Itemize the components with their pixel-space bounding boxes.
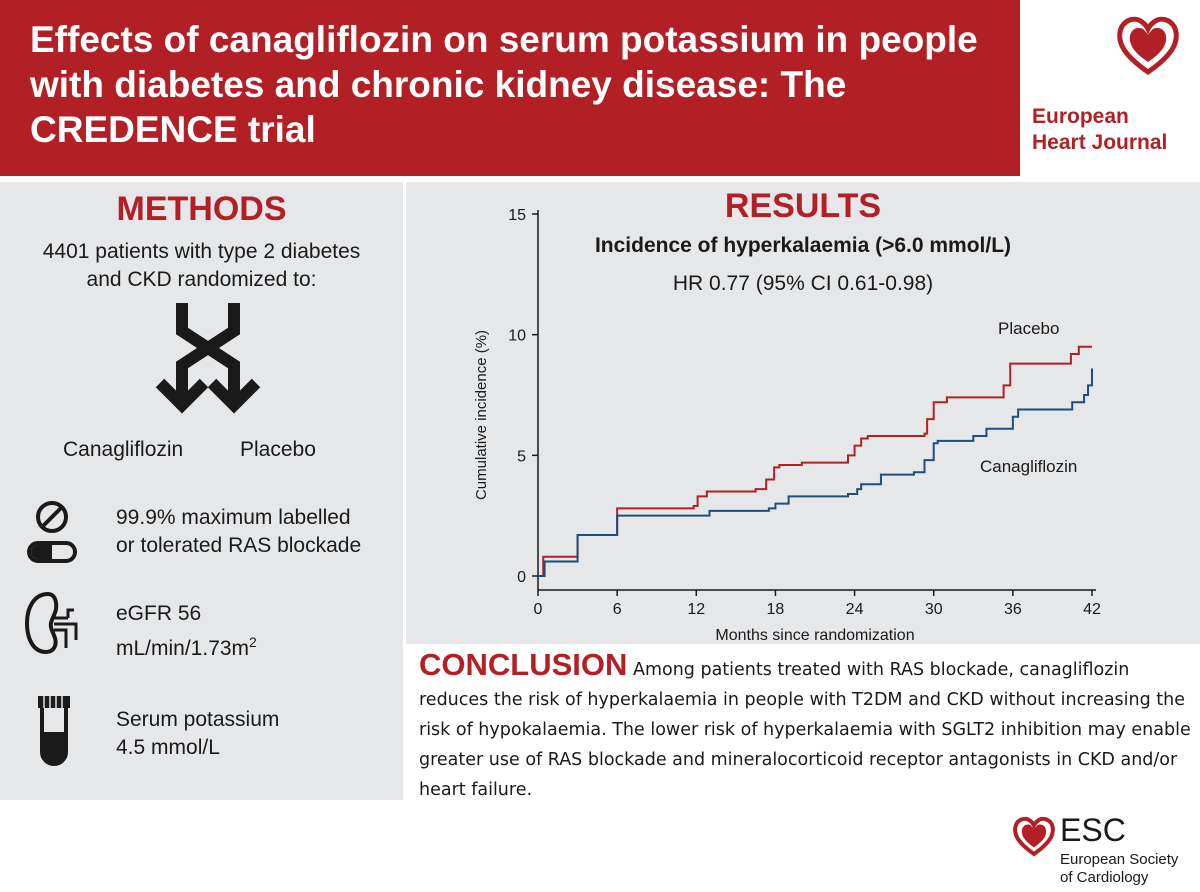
arm-canagliflozin: Canagliflozin xyxy=(63,438,184,461)
methods-intro-line2: and CKD randomized to: xyxy=(86,268,317,291)
esc-name-line1: European Society xyxy=(1060,851,1179,868)
x-tick-label: 42 xyxy=(1083,601,1101,618)
egfr-unit: mL/min/1.73m xyxy=(116,637,250,660)
y-tick-label: 10 xyxy=(508,327,526,345)
chart-title: Incidence of hyperkalaemia (>6.0 mmol/L) xyxy=(594,234,1012,257)
esc-abbreviation: ESC xyxy=(1060,812,1126,848)
x-tick-label: 36 xyxy=(1003,601,1022,618)
egfr-line1: eGFR 56 xyxy=(116,602,202,625)
x-tick-label: 6 xyxy=(612,601,622,618)
potassium-line2: 4.5 mmol/L xyxy=(116,736,220,759)
egfr-unit-sup: 2 xyxy=(249,634,257,650)
methods-intro-line1: 4401 patients with type 2 diabetes xyxy=(42,240,361,263)
heart-logo-icon xyxy=(1115,14,1181,76)
ras-line2: or tolerated RAS blockade xyxy=(116,534,362,557)
arm-placebo: Placebo xyxy=(240,438,316,461)
journal-name xyxy=(1032,104,1192,156)
x-axis-label: Months since randomization xyxy=(715,627,915,644)
y-tick-label: 0 xyxy=(517,569,526,586)
conclusion-heading: CONCLUSION xyxy=(419,647,628,682)
x-tick-label: 24 xyxy=(845,601,864,618)
header-banner xyxy=(0,0,1020,176)
ras-line1: 99.9% maximum labelled xyxy=(116,506,351,529)
series-label-placebo: Placebo xyxy=(998,319,1060,338)
esc-name-line2: of Cardiology xyxy=(1060,869,1149,886)
y-tick-label: 15 xyxy=(508,207,526,224)
conclusion-panel xyxy=(409,647,1200,802)
x-tick-label: 0 xyxy=(533,601,543,618)
results-heading: RESULTS xyxy=(724,187,882,225)
potassium-text xyxy=(116,706,279,762)
ras-blockade-text xyxy=(116,504,361,560)
pill-icon xyxy=(24,500,80,564)
journal-name-line1: European xyxy=(1032,105,1129,128)
kidney-icon xyxy=(24,590,84,656)
x-tick-label: 12 xyxy=(687,601,706,618)
methods-heading: METHODS xyxy=(116,190,287,228)
methods-intro xyxy=(0,238,403,294)
x-tick-label: 30 xyxy=(924,601,943,618)
potassium-line1: Serum potassium xyxy=(116,708,280,731)
y-axis-label: Cumulative incidence (%) xyxy=(473,329,490,501)
conclusion-body: Among patients treated with RAS blockade, canagliflozin reduces the risk of hyperkalaemia in people with T2DM and CKD without increasing the risk of hypokalaemia. The lower risk of hyperkalaemia with SGLT2 inhibition may enable greater use of RAS blockade and mineralocorticoid receptor antagonists in CKD and/or heart failure. xyxy=(419,660,1191,800)
page-title: Effects of canagliflozin on serum potassium in people with diabetes and chronic kidney disease: The CREDENCE trial xyxy=(30,19,978,150)
esc-full-name xyxy=(1060,851,1178,887)
randomization-arrows-icon xyxy=(152,303,264,417)
methods-panel xyxy=(0,182,403,800)
test-tube-icon xyxy=(34,694,74,766)
hazard-ratio-text: HR 0.77 (95% CI 0.61-0.98) xyxy=(672,272,934,295)
x-tick-label: 18 xyxy=(766,601,785,618)
conclusion-text xyxy=(419,647,1199,805)
journal-name-line2: Heart Journal xyxy=(1032,131,1168,154)
esc-heart-logo-icon xyxy=(1012,815,1056,857)
egfr-line2 xyxy=(116,628,257,663)
y-tick-label: 5 xyxy=(517,448,526,466)
series-label-canagliflozin: Canagliflozin xyxy=(980,457,1078,476)
egfr-text xyxy=(116,600,257,663)
